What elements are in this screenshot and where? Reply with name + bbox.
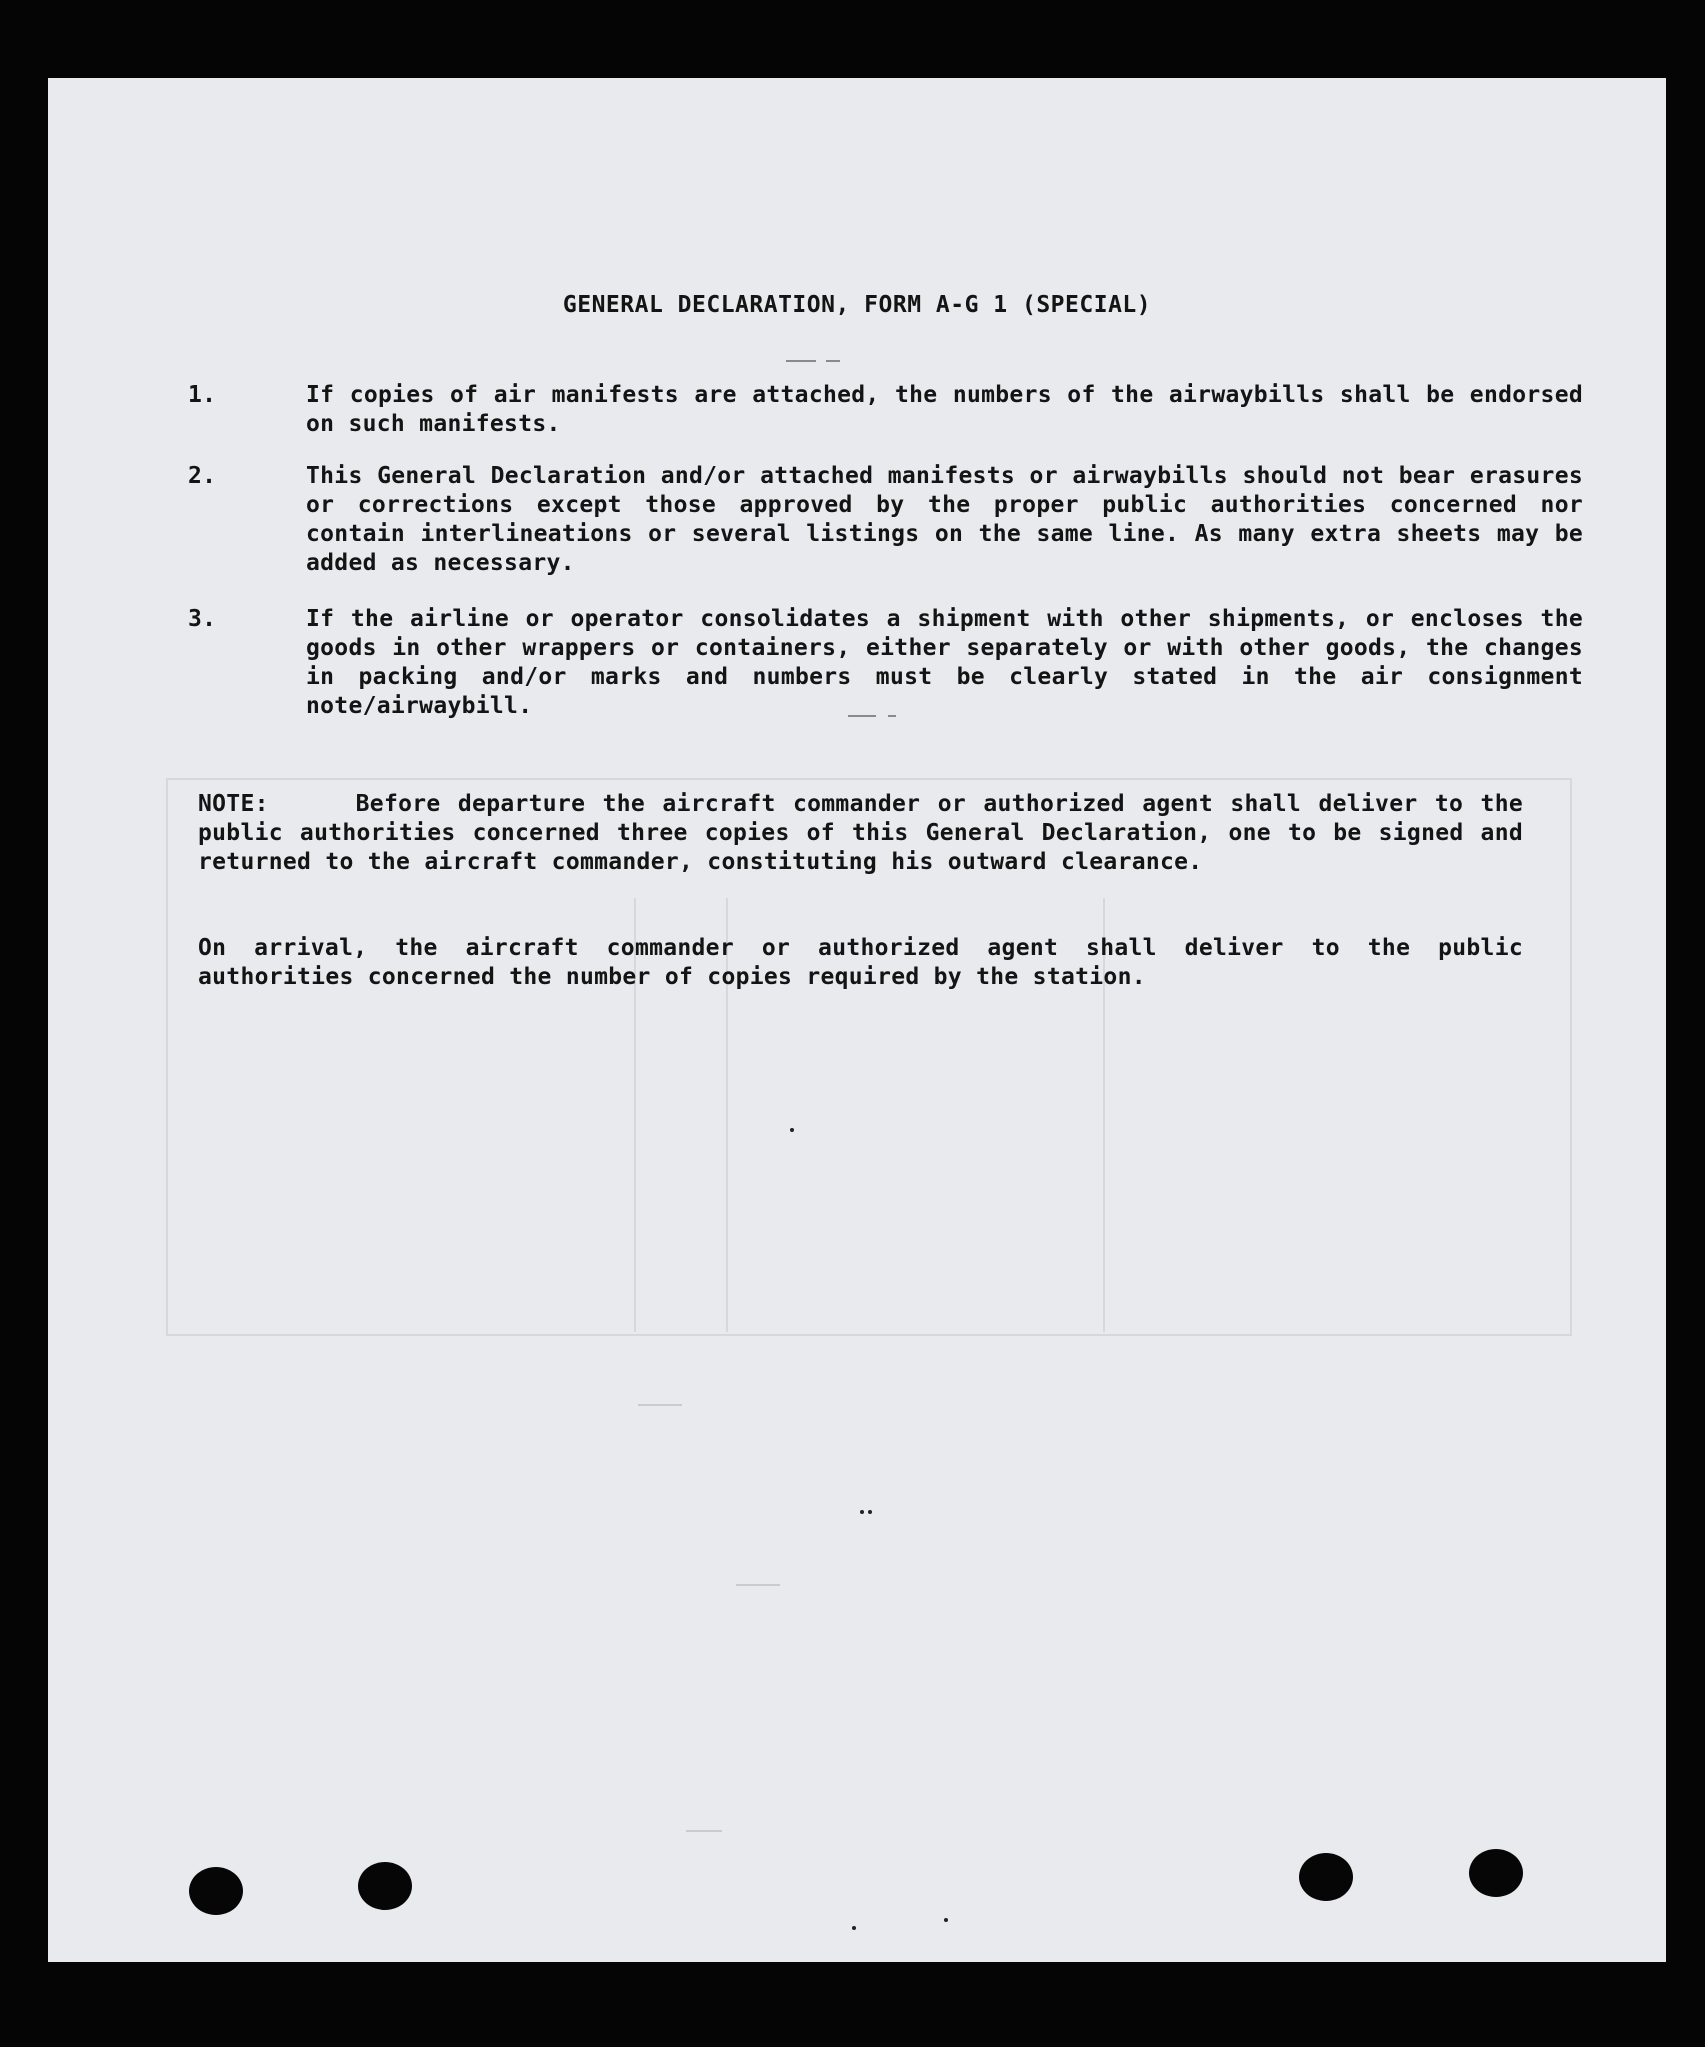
- item-end-rule: [888, 715, 896, 717]
- bleed-rule: [736, 1584, 780, 1586]
- list-item: [188, 605, 1583, 721]
- bleed-rule: [638, 1404, 682, 1406]
- bleed-rule: [686, 1830, 722, 1832]
- note-paragraph: On arrival, the aircraft commander or authorized agent shall deliver to the public authorities concerned the number of copies required by the station.: [198, 935, 1523, 990]
- ink-speck: [790, 1128, 794, 1132]
- ink-speck: [852, 1926, 856, 1930]
- title-rule: [786, 360, 816, 362]
- note-paragraph: NOTE: Before departure the aircraft commander or authorized agent shall deliver to the public authorities concerned three copies of this General Declaration, one to be signed and returned to the aircraft commander, constituting his outward clearance.: [198, 791, 1538, 875]
- punch-hole: [189, 1867, 243, 1915]
- ink-speck: [944, 1918, 948, 1922]
- document-page: [48, 78, 1666, 1962]
- ink-speck: [860, 1510, 864, 1514]
- punch-hole: [1469, 1849, 1523, 1897]
- item-text: If copies of air manifests are attached, the numbers of the airwaybills shall be endorsed on such manifests.: [306, 382, 1583, 437]
- punch-hole: [358, 1862, 412, 1910]
- punch-hole: [1299, 1853, 1353, 1901]
- title-rule: [826, 360, 840, 362]
- page-title: GENERAL DECLARATION, FORM A-G 1 (SPECIAL): [562, 292, 1152, 318]
- item-number: 1.: [188, 382, 217, 408]
- item-end-rule: [848, 715, 876, 717]
- list-item: [188, 381, 1583, 439]
- list-item: [188, 462, 1583, 578]
- item-number: 2.: [188, 463, 217, 489]
- item-text: This General Declaration and/or attached manifests or airwaybills should not bear erasures or corrections except those approved by the proper public authorities concerned nor contain interlineations or several listings on the same line. As many extra sheets may be added as necessary.: [306, 463, 1583, 576]
- ink-speck: [868, 1510, 872, 1514]
- item-number: 3.: [188, 606, 217, 632]
- item-text: If the airline or operator consolidates a shipment with other shipments, or encloses the goods in other wrappers or containers, either separately or with other goods, the changes in packing and/or marks and numbers must be clearly stated in the air consignment note/airwaybill.: [306, 606, 1583, 719]
